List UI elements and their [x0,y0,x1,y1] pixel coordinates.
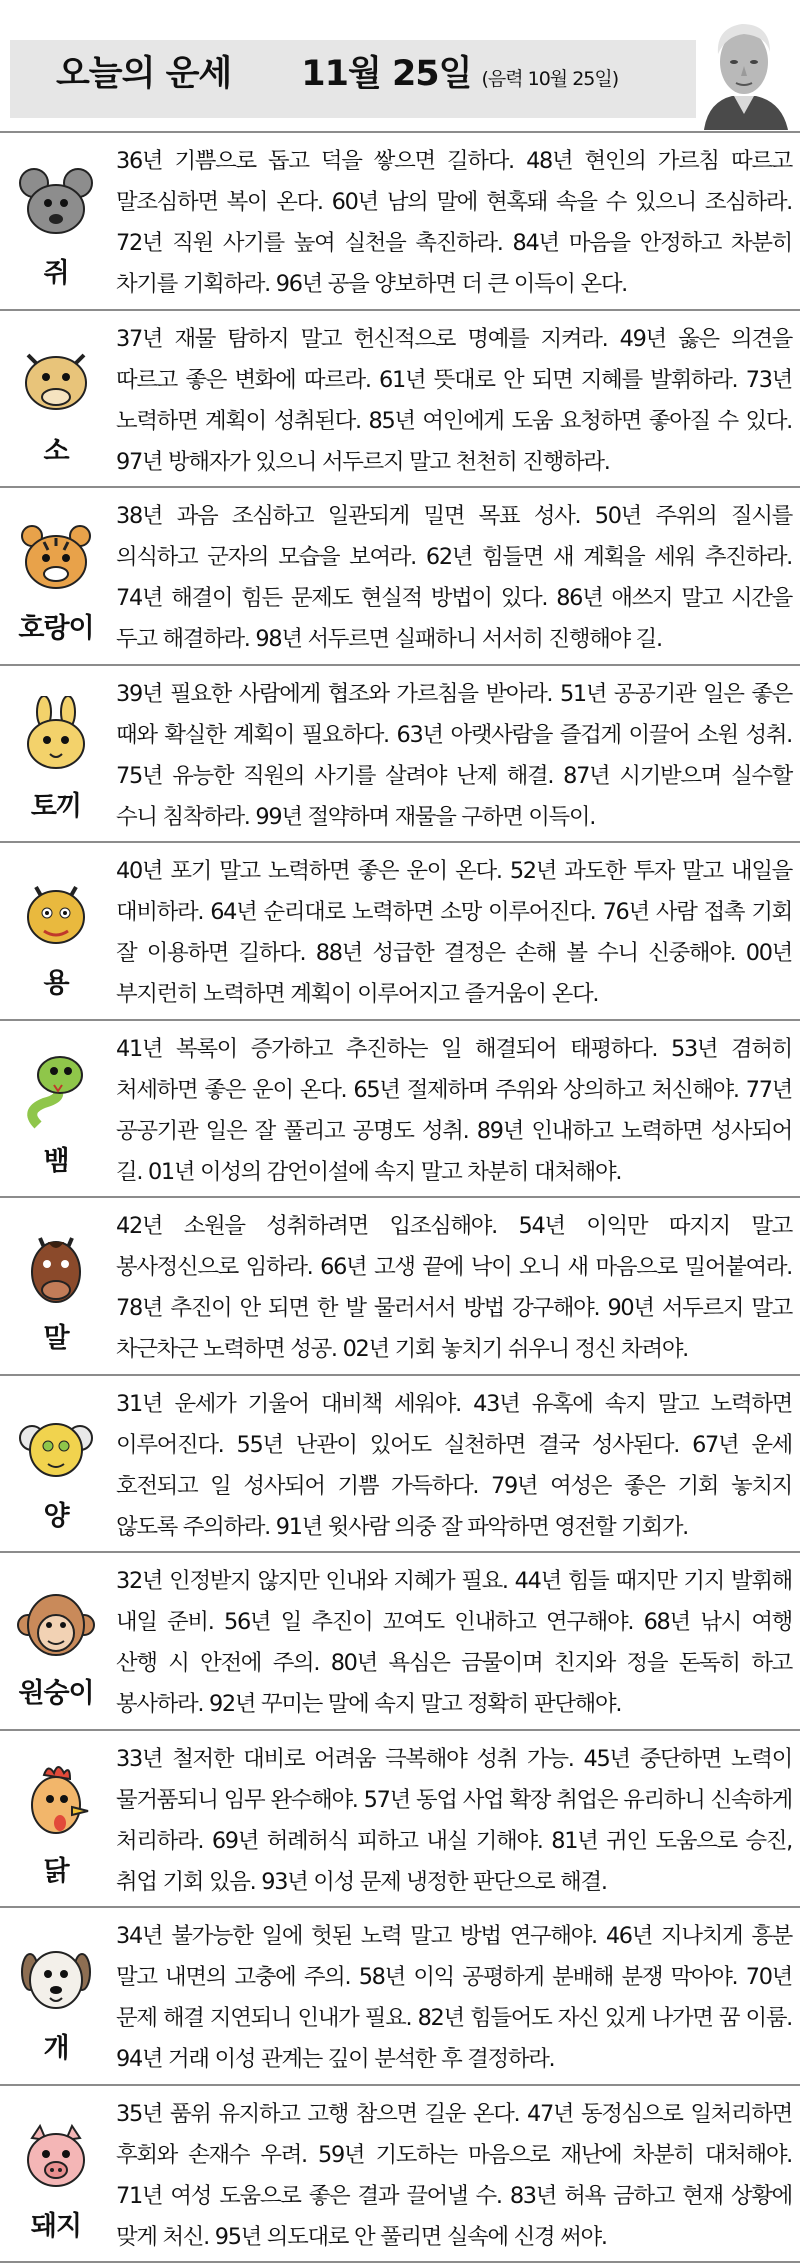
header-text [56,46,618,96]
animal-name: 토끼 [30,790,82,822]
horse-icon [14,1228,98,1308]
fortune-row-tiger [0,486,800,664]
rabbit-icon [14,696,98,776]
fortune-text: 32년 인정받지 않지만 인내와 지혜가 필요. 44년 힘들 때지만 기지 발휘해 내일 준비. 56년 일 추진이 꼬여도 인내하고 연구해야. 68년 낚시 여행 산행 시 안전에 주의. 80년 욕심은 금물이며 친지와 정을 돈독히 하고 봉사하라. 92년 꾸미는 말에 속지 말고 정확히 판단해야. [116,1568,792,1717]
animal-cell [0,311,112,487]
fortune-row-rabbit [0,664,800,842]
animal-cell [0,1021,112,1197]
fortune-text: 37년 재물 탐하지 말고 헌신적으로 명예를 지켜라. 49년 옳은 의견을 따르고 좋은 변화에 따르라. 61년 뜻대로 안 되면 지혜를 발휘하라. 73년 노력하면 계획이 성취된다. 85년 여인에게 도움 요청하면 좋아질 수 있다. 97년 방해자가 있으니 서두르지 말고 천천히 진행하라. [116,325,792,475]
cow-icon [14,341,98,421]
fortune-text: 39년 필요한 사람에게 협조와 가르침을 받아라. 51년 공공기관 일은 좋은 때와 확실한 계획이 필요하다. 63년 아랫사람을 즐겁게 이끌어 소원 성취. 75년 유능한 직원의 사기를 살려야 난제 해결. 87년 시기받으며 실수할 수니 침착하라. 99년 절약하며 재물을 구하면 이득이. [116,680,792,830]
fortune-list [0,131,800,2263]
animal-cell [0,1731,112,1907]
animal-name: 쥐 [43,258,69,289]
fortune-row-monkey [0,1551,800,1729]
sheep-icon [14,1406,98,1486]
animal-cell [0,133,112,309]
animal-name: 뱀 [43,1145,69,1177]
fortune-row-snake [0,1019,800,1197]
animal-name: 닭 [43,1855,69,1887]
rooster-icon [14,1761,98,1841]
fortune-text: 40년 포기 말고 노력하면 좋은 운이 온다. 52년 과도한 투자 말고 내일을 대비하라. 64년 순리대로 노력하면 소망 이루어진다. 76년 사람 접촉 기회 잘 이용하면 길하다. 88년 성급한 결정은 손해 볼 수니 신중해야. 00년 부지런히 노력하면 계획이 이루어지고 즐거움이 온다. [116,858,792,1007]
snake-icon [14,1051,98,1131]
fortune-row-cow [0,309,800,487]
fortune-row-sheep [0,1374,800,1552]
animal-name: 원숭이 [18,1678,94,1709]
animal-cell [0,1376,112,1552]
fortune-text: 36년 기쁨으로 돕고 덕을 쌓으면 길하다. 48년 현인의 가르침 따르고 말조심하면 복이 온다. 60년 남의 말에 현혹돼 속을 수 있으니 조심하라. 72년 직원 사기를 높여 실천을 촉진하라. 84년 마음을 안정하고 차분히 차기를 기획하라. 96년 공을 양보하면 더 큰 이득이 온다. [116,148,792,297]
animal-cell [0,488,112,664]
fortune-row-rooster [0,1729,800,1907]
animal-cell [0,1198,112,1374]
pig-icon [14,2116,98,2196]
page-title: 오늘의 운세 [56,54,232,94]
animal-name: 양 [43,1500,69,1532]
animal-name: 돼지 [30,2210,82,2242]
fortune-text: 33년 철저한 대비로 어려움 극복해야 성취 가능. 45년 중단하면 노력이 물거품되니 임무 완수해야. 57년 동업 사업 확장 취업은 유리하니 신속하게 처리하라. 69년 허례허식 피하고 내실 기해야. 81년 귀인 도움으로 승진, 취업 기회 있음. 93년 이성 문제 냉정한 판단으로 해결. [116,1745,792,1895]
monkey-icon [14,1583,98,1663]
fortune-text: 38년 과음 조심하고 일관되게 밀면 목표 성사. 50년 주위의 질시를 의식하고 군자의 모습을 보여라. 62년 힘들면 새 계획을 세워 추진하라. 74년 해결이 힘든 문제도 현실적 방법이 있다. 86년 애쓰지 말고 시간을 두고 해결하라. 98년 서두르면 실패하니 서서히 진행해야 길. [116,503,792,652]
fortune-row-dragon [0,841,800,1019]
animal-cell [0,843,112,1019]
animal-cell [0,2086,112,2262]
date-label: 11월 25일 [301,54,472,94]
header [10,10,792,130]
animal-cell [0,1553,112,1729]
animal-name: 용 [43,968,69,999]
fortune-text: 42년 소원을 성취하려면 입조심해야. 54년 이익만 따지지 말고 봉사정신으로 임하라. 66년 고생 끝에 낙이 오니 새 마음으로 밀어붙여라. 78년 추진이 안 되면 한 발 물러서서 방법 강구해야. 90년 서두르지 말고 차근차근 노력하면 성공. 02년 기회 놓치기 쉬우니 정신 차려야. [116,1213,792,1362]
rat-icon [14,163,98,243]
dragon-icon [14,873,98,953]
author-portrait [696,10,792,130]
fortune-row-horse [0,1196,800,1374]
animal-cell [0,1908,112,2084]
tiger-icon [14,518,98,598]
fortune-text: 34년 불가능한 일에 헛된 노력 말고 방법 연구해야. 46년 지나치게 흥분 말고 내면의 고충에 주의. 58년 이익 공평하게 분배해 분쟁 막아야. 70년 문제 해결 지연되니 인내가 필요. 82년 힘들어도 자신 있게 나가면 꿈 이룸. 94년 거래 이성 관계는 깊이 분석한 후 결정하라. [116,1923,792,2072]
fortune-text: 35년 품위 유지하고 고행 참으면 길운 온다. 47년 동정심으로 일처리하면 후회와 손재수 우려. 59년 기도하는 마음으로 재난에 차분히 대처해야. 71년 여성 도움으로 좋은 결과 끌어낼 수. 83년 허욕 금하고 현재 상황에 맞게 처신. 95년 의도대로 안 풀리면 실속에 신경 써야. [116,2100,792,2250]
animal-name: 개 [43,2033,69,2064]
fortune-text: 31년 운세가 기울어 대비책 세워야. 43년 유혹에 속지 말고 노력하면 이루어진다. 55년 난관이 있어도 실천하면 결국 성사된다. 67년 운세 호전되고 일 성사되어 기쁨 가득하다. 79년 여성은 좋은 기회 놓치지 않도록 주의하라. 91년 윗사람 의중 잘 파악하면 영전할 기회가. [116,1390,792,1540]
animal-name: 말 [43,1323,69,1354]
fortune-text: 41년 복록이 증가하고 추진하는 일 해결되어 태평하다. 53년 겸허히 처세하면 좋은 운이 온다. 65년 절제하며 주위와 상의하고 처신해야. 77년 공공기관 일은 잘 풀리고 공명도 성취. 89년 인내하고 노력하면 성사되어 길. 01년 이성의 감언이설에 속지 말고 차분히 대처해야. [116,1035,792,1185]
dog-icon [14,1938,98,2018]
lunar-date-label: (음력 10월 25일) [481,68,619,90]
fortune-row-pig [0,2084,800,2264]
animal-name: 호랑이 [18,613,94,644]
fortune-row-rat [0,131,800,309]
animal-cell [0,666,112,842]
animal-name: 소 [43,435,69,467]
fortune-row-dog [0,1906,800,2084]
